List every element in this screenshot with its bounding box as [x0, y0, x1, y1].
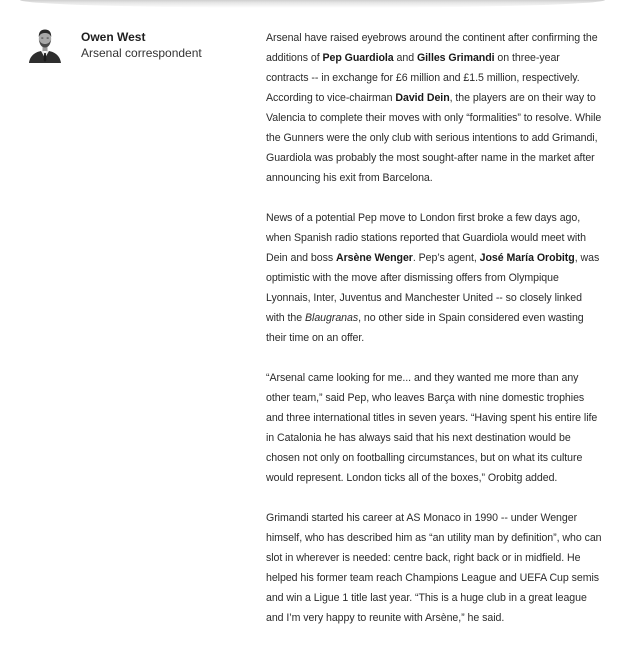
article-paragraph-3: “Arsenal came looking for me... and they wanted me more than any other team,” said Pep, who leaves Barça with nine domestic trophies and three international titles in seven years. “Having spent his entire life in Catalonia he has always said that his next destination would be chosen not only on footballing circumstances, but on what its culture would represent. London ticks all of the boxes,” Orobitg added. — [266, 372, 598, 484]
author-avatar — [28, 27, 62, 63]
article-paragraph-4: Grimandi started his career at AS Monaco in 1990 -- under Wenger himself, who has described him as “an utility man by definition”, who can slot in wherever is needed: centre back, right back or in midfield. He helped his former team reach Champions League and UEFA Cup semis and win a Ligue 1 title last year. “This is a huge club in a great league and I’m very happy to reunite with Arsène,” he said. — [266, 512, 602, 624]
text-span: , was optimistic with the move after dismissing offers from Olympique Lyonnais, Inter, Juventus and Manchester United -- so closely linked with the — [266, 252, 600, 324]
text-span: Arsenal have raised eyebrows around the continent after confirming the additions of — [266, 32, 598, 64]
article-paragraph-2 — [266, 208, 603, 348]
player-name-grimandi: Gilles Grimandi — [416, 52, 495, 64]
text-span: , the players are on their way to Valencia to complete their moves with only “formalities” to resolve. While the Gunners were the only club with serious intentions to add Grimandi, Guardiola was probably the most sought-after name in the market after announcing his exit from Barcelona. — [266, 92, 602, 184]
top-shadow-divider — [20, 0, 605, 8]
text-span: , no other side in Spain considered even wasting their time on an offer. — [266, 312, 584, 344]
player-name-guardiola: Pep Guardiola — [322, 52, 394, 64]
text-span: News of a potential Pep move to London first broke a few days ago, when Spanish radio stations reported that Guardiola would meet with Dein and boss — [266, 212, 586, 264]
club-nickname: Blaugranas — [305, 312, 359, 324]
person-name-wenger: Arsène Wenger — [335, 252, 413, 264]
text-span: . Pep’s agent, — [412, 252, 480, 264]
person-portrait-icon — [28, 27, 62, 63]
author-byline — [28, 27, 248, 67]
text-span: and — [393, 52, 417, 64]
author-name: Owen West — [81, 30, 146, 44]
author-role: Arsenal correspondent — [81, 46, 202, 60]
article-body — [266, 28, 603, 648]
person-name-orobitg: José María Orobitg — [479, 252, 575, 264]
person-name-dein: David Dein — [395, 92, 450, 104]
text-span: on three-year contracts -- in exchange for £6 million and £1.5 million, respectively. According to vice-chairman — [266, 52, 580, 104]
article-paragraph-1 — [266, 28, 603, 188]
